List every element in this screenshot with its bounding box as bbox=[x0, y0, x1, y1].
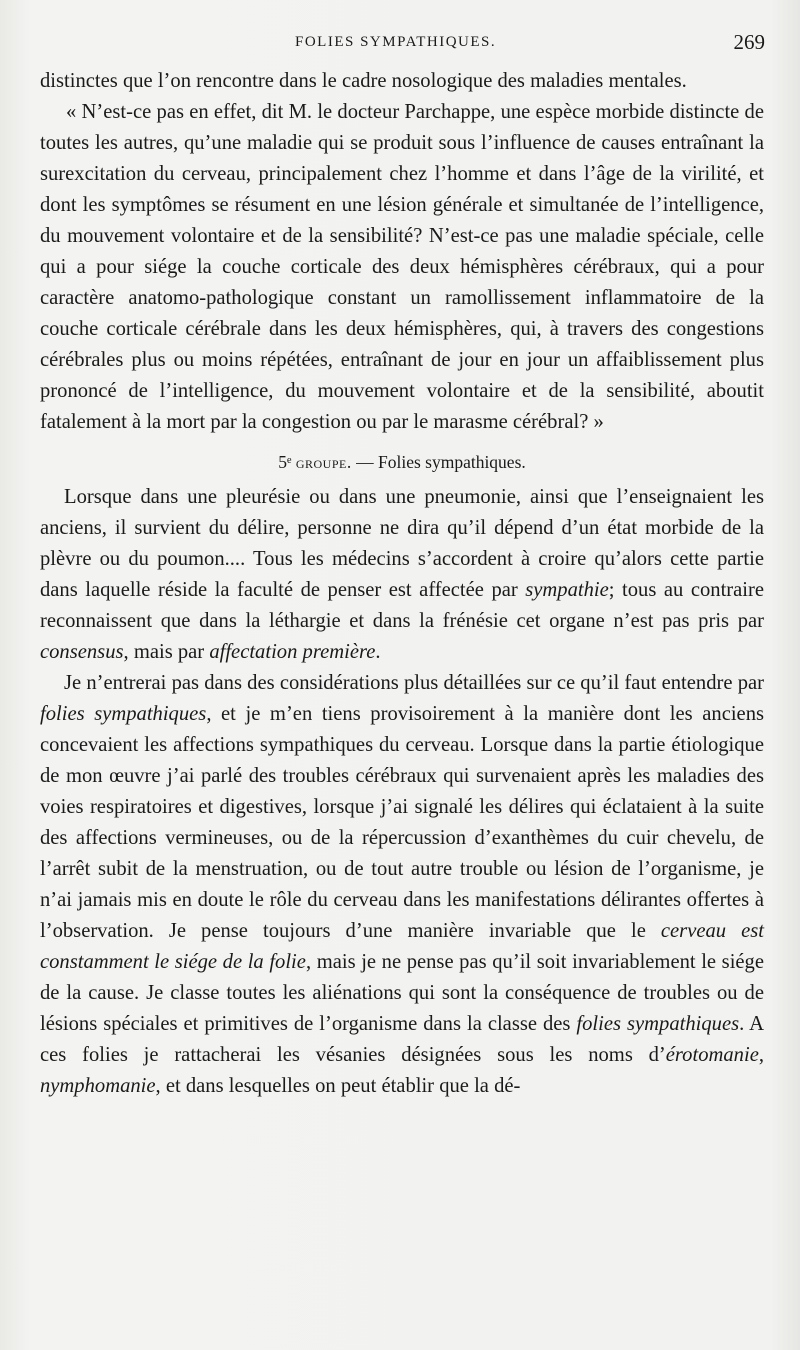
section-heading bbox=[40, 449, 764, 475]
italic-run: cerveau est constamment le siége de la folie bbox=[40, 920, 764, 973]
italic-run: affectation première bbox=[209, 641, 376, 663]
italic-run: consensus bbox=[40, 641, 124, 663]
paragraph-folies-sympathiques bbox=[40, 668, 764, 1102]
italic-run: folies sympathiques bbox=[576, 1013, 740, 1035]
page-header bbox=[40, 32, 765, 58]
text-run: , mais par bbox=[123, 641, 210, 663]
text-run: ; tous au contraire reconnaissent que dans la léthargie et dans la frénésie cet organe n’est pas pris par bbox=[40, 579, 765, 632]
paragraph-continuation: distinctes que l’on rencontre dans le cadre nosologique des maladies mentales. bbox=[40, 70, 687, 92]
italic-run: érotomanie bbox=[665, 1044, 759, 1066]
text-run: . A ces folies je rattacherai les vésanies désignées sous les noms d’ bbox=[40, 1013, 764, 1066]
italic-run: nymphomanie bbox=[40, 1075, 156, 1097]
section-title: — Folies sympathiques. bbox=[351, 452, 526, 472]
section-label: groupe. bbox=[295, 452, 352, 472]
text-run: , mais je ne pense pas qu’il soit invariablement le siége de la cause. Je classe toutes les aliénations qui sont la conséquence de troubles ou de lésions spéciales et primitives de l’organisme dans la classe des bbox=[40, 951, 764, 1035]
paragraph-pleuresie bbox=[40, 482, 764, 668]
section-number: 5ᵉ bbox=[278, 452, 292, 472]
text-run: Je n’entrerai pas dans des considérations plus détaillées sur ce qu’il faut entendre par bbox=[64, 672, 764, 694]
italic-run: folies sympathiques bbox=[40, 703, 207, 725]
text-run: , et dans lesquelles on peut établir que la dé- bbox=[155, 1075, 521, 1097]
text-run: , bbox=[758, 1044, 764, 1066]
body-text bbox=[40, 66, 764, 1102]
text-run: . bbox=[375, 641, 381, 663]
paragraph-parchappe-quote: « N’est-ce pas en effet, dit M. le docteur Parchappe, une espèce morbide distincte de toutes les autres, qu’une maladie qui se produit sous l’influence de causes entraînant la surexcitation du cerveau, principalement chez l’homme et dans l’âge de la virilité, et dont les symptômes se résument en une lésion générale et simultanée de l’intelligence, du mouvement volontaire et de la sensibilité? N’est-ce pas une maladie spéciale, celle qui a pour siége la couche corticale des deux hémisphères cérébraux, qui a pour caractère anatomo-pathologique constant un ramollissement inflammatoire de la couche corticale cérébrale dans les deux hémisphères, qui, à travers des congestions cérébrales plus ou moins répétées, entraînant de jour en jour un affaiblissement plus prononcé de l’intelligence, du mouvement volontaire et de la sensibilité, aboutit fatalement à la mort par la congestion ou par le marasme cérébral? » bbox=[40, 101, 764, 433]
running-title: FOLIES SYMPATHIQUES. bbox=[295, 34, 497, 50]
page-number: 269 bbox=[733, 30, 765, 54]
text-run: Lorsque dans une pleurésie ou dans une pneumonie, ainsi que l’enseignaient les anciens, il survient du délire, personne ne dira qu’il dépend d’un état morbide de la plèvre ou du poumon.... Tous les médecins s’accordent à croire qu’alors cette partie dans laquelle réside la faculté de penser est affectée par bbox=[40, 486, 764, 601]
text-run: , et je m’en tiens provisoirement à la manière dont les anciens concevaient les affections sympathiques du cerveau. Lorsque dans la partie étiologique de mon œuvre j’ai parlé des troubles cérébraux qui survenaient après les maladies des voies respiratoires et digestives, lorsque j’ai signalé les délires qui éclataient à la suite des affections vermineuses, ou de la répercussion d’exanthèmes du cuir chevelu, de l’arrêt subit de la menstruation, ou de tout autre trouble ou lésion de l’organisme, je n’ai jamais mis en doute le rôle du cerveau dans les manifestations délirantes offertes à l’observation. Je pense toujours d’une manière invariable que le bbox=[40, 703, 765, 942]
italic-run: sympathie bbox=[525, 579, 609, 601]
